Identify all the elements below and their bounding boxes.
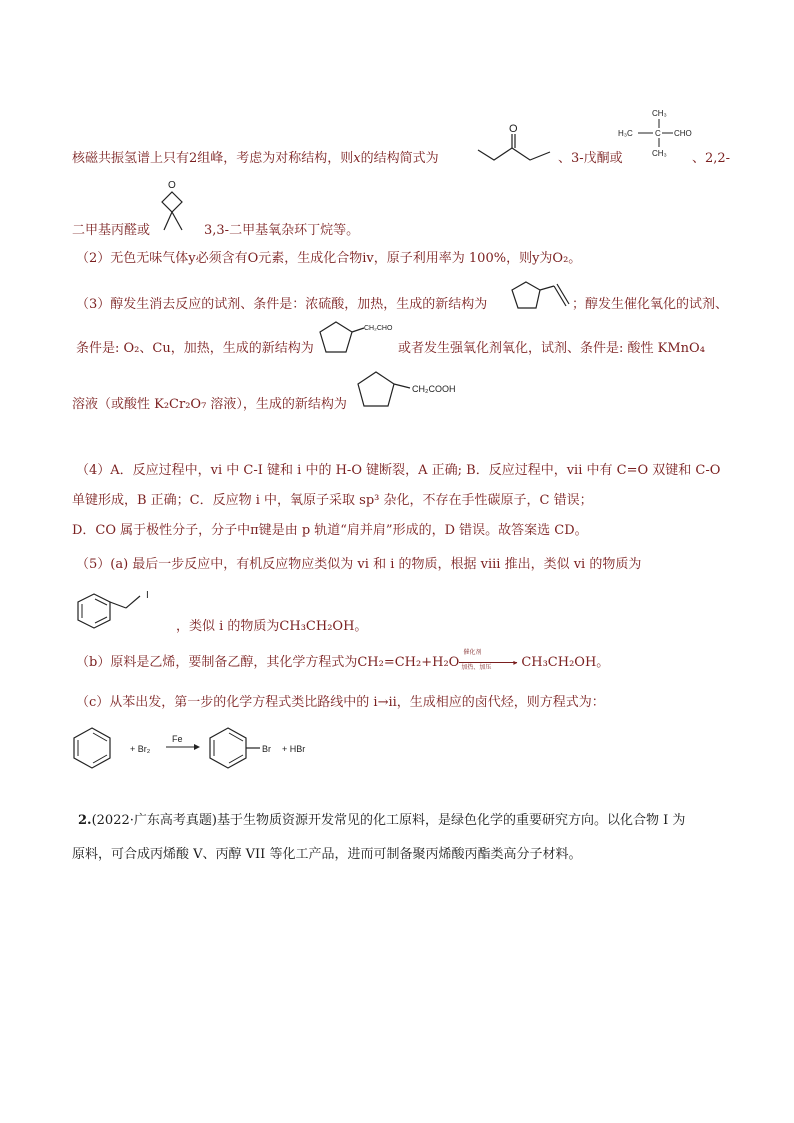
hbr-label: + HBr [282, 744, 306, 754]
q2-text-a: 基于生物质资源开发常见的化工原料，是绿色化学的重要研究方向。以化合物 I 为 [216, 813, 686, 828]
p4-line1: （4）A．反应过程中，vi 中 C-I 键和 i 中的 H-O 键断裂，A 正确; B．反应过程中，vii 中有 C=O 双键和 C-O [76, 463, 721, 478]
eq-cond-top: 催化剂 [463, 648, 482, 656]
br2-label: + Br₂ [130, 744, 151, 754]
cho-right: CHO [674, 129, 692, 138]
p1-text-d: 、2,2- [692, 151, 731, 166]
ch2cooh-label: CH₂COOH [412, 384, 456, 394]
q2-line1 [78, 812, 685, 830]
p1-text-a: 核磁共振氢谱上只有2组峰，考虑为对称结构，则 [72, 151, 354, 166]
p5-line-c [76, 648, 610, 672]
eq-left: CH₂=CH₂+H₂O [357, 655, 460, 670]
br-label: Br [262, 744, 271, 754]
p1-text-f: 3,3-二甲基氧杂环丁烷等。 [204, 223, 360, 238]
cyclopentylacetaldehyde-structure [318, 318, 400, 360]
h3c-left: H₃C [618, 129, 633, 138]
p5-line-b: ，类似 i 的物质为CH₃CH₂OH。 [176, 619, 368, 634]
p5-line-a: （5）(a) 最后一步反应中，有机反应物应类似为 vi 和 i 的物质，根据 viii 推出，类似 vi 的物质为 [76, 557, 642, 572]
vinylcyclopentane-structure [510, 276, 572, 320]
p4-line3: D．CO 属于极性分子，分子中π键是由 p 轨道“肩并肩”形成的，D 错误。故答案选 CD。 [72, 523, 588, 538]
p3-text-b: ；醇发生催化氧化的试剂、 [572, 297, 729, 312]
p1-text-c: 、3-戊酮或 [558, 151, 623, 166]
eq-arrow: 催化剂 ▸ 加热、加压 [461, 648, 518, 671]
phenylethyl-iodide-structure [74, 586, 174, 636]
p1-var-x: x [353, 151, 361, 166]
p5-text-c: （b）原料是乙烯，要制备乙醇，其化学方程式为 [76, 655, 358, 670]
pentanone-structure [476, 120, 556, 168]
eq-right: CH₃CH₂OH。 [521, 655, 610, 670]
p3-text-c: 条件是: O₂、Cu，加热，生成的新结构为 [76, 341, 314, 356]
p3-text-d: 或者发生强氧化剂氧化，试剂、条件是: 酸性 KMnO₄ [398, 341, 705, 356]
p3-text-e: 溶液（或酸性 K₂Cr₂O₇ 溶液），生成的新结构为 [72, 397, 347, 412]
p3-text-a: （3）醇发生消去反应的试剂、条件是：浓硫酸，加热，生成的新结构为 [76, 297, 488, 312]
cyclopentylaceticacid-structure [356, 368, 466, 412]
p1-line1 [72, 150, 439, 168]
ch3-top: CH₃ [652, 109, 667, 118]
ch2cho-label: CH₂CHO [364, 325, 393, 332]
fe-label: Fe [172, 734, 183, 744]
q2-source: (2022·广东高考真题) [91, 813, 217, 828]
p1-text-b: 的结构简式为 [360, 151, 439, 166]
p5-line-d: （c）从苯出发，第一步的化学方程式类比路线中的 i→ii，生成相应的卤代烃，则方程式为： [76, 695, 605, 710]
pentanone-o: O [509, 123, 518, 135]
p2-line: （2）无色无味气体y必须含有O元素，生成化合物iv，原子利用率为 100%，则y为O₂。 [76, 251, 582, 266]
ch3-bottom: CH₃ [652, 149, 667, 158]
p1-text-e: 二甲基丙醛或 [72, 223, 151, 238]
eq-cond-bottom: 加热、加压 [461, 663, 492, 671]
q2-number: 2. [78, 813, 92, 828]
dimethylpropanal-structure [618, 104, 700, 164]
iodine-label: I [146, 590, 149, 601]
p4-line2: 单键形成，B 正确；C．反应物 i 中，氧原子采取 sp³ 杂化，不存在手性碳原子，C 错误； [72, 493, 593, 508]
oxetane-structure [150, 176, 196, 238]
bromination-equation [70, 722, 370, 782]
q2-line2: 原料，可合成丙烯酸 V、丙醇 VII 等化工产品，进而可制备聚丙烯酸丙酯类高分子材料。 [72, 847, 582, 862]
oxetane-o: O [168, 180, 176, 191]
central-c: C [655, 129, 661, 138]
